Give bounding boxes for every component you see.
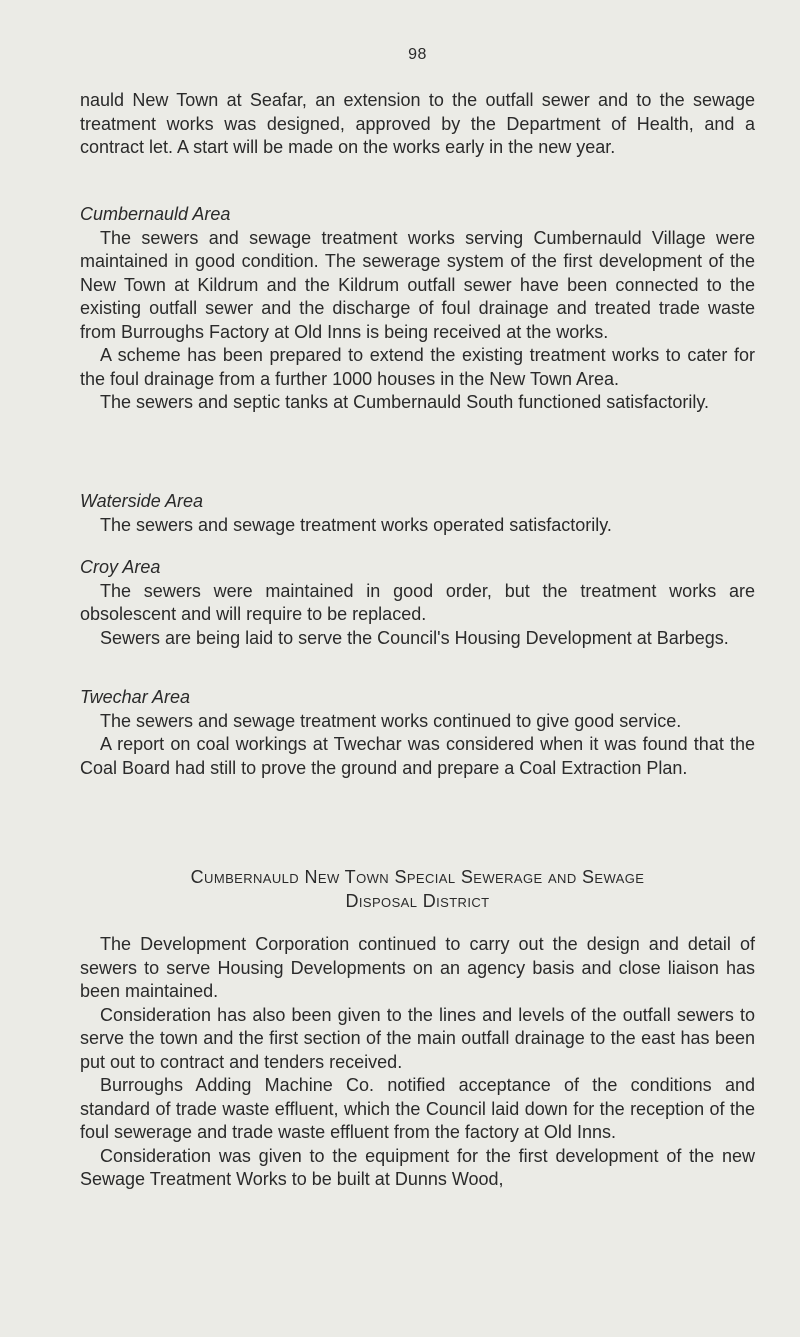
intro-paragraph: nauld New Town at Seafar, an extension to the outfall sewer and to the sewage treatment works was designed, approved by the Department of Health, and a contract let. A start will be made on the works early in the new year.: [80, 90, 755, 157]
waterside-area-section: [80, 490, 755, 537]
waterside-area-heading: Waterside Area: [80, 491, 204, 511]
cumbernauld-paragraph-3: The sewers and septic tanks at Cumbernauld South functioned satisfactorily.: [100, 392, 709, 412]
cumbernauld-area-section: [80, 203, 755, 415]
croy-area-heading: Croy Area: [80, 557, 161, 577]
croy-area-section: [80, 556, 755, 650]
page-number: 98: [408, 46, 427, 63]
district-title-line-1: Cumbernauld New Town Special Sewerage and Sewage: [190, 867, 645, 887]
district-title-line-2: Disposal District: [345, 890, 490, 911]
croy-paragraph-1: The sewers were maintained in good order, but the treatment works are obsolescent and will require to be replaced.: [80, 580, 755, 624]
twechar-paragraph-2: A report on coal workings at Twechar was considered when it was found that the Coal Board had still to prove the ground and prepare a Coal Extraction Plan.: [80, 734, 755, 778]
intro-block: [80, 89, 755, 160]
district-paragraph-2: Consideration has also been given to the lines and levels of the outfall sewers to serve the town and the first section of the main outfall drainage to the east has been put out to contract and tenders received.: [80, 1004, 755, 1072]
district-paragraph-3: Burroughs Adding Machine Co. notified acceptance of the conditions and standard of trade waste effluent, which the Council laid down for the reception of the foul sewerage and trade waste effluent from the factory at Old Inns.: [80, 1075, 755, 1142]
cumbernauld-paragraph-2: A scheme has been prepared to extend the existing treatment works to cater for the foul drainage from a further 1000 houses in the New Town Area.: [80, 345, 755, 389]
district-paragraph-4: Consideration was given to the equipment for the first development of the new Sewage Treatment Works to be built at Dunns Wood,: [80, 1145, 755, 1189]
cumbernauld-area-heading: Cumbernauld Area: [80, 204, 231, 224]
twechar-area-section: [80, 686, 755, 780]
croy-paragraph-2: Sewers are being laid to serve the Council's Housing Development at Barbegs.: [100, 627, 729, 648]
waterside-paragraph-1: The sewers and sewage treatment works operated satisfactorily.: [100, 514, 612, 535]
district-body: [80, 933, 755, 1192]
twechar-area-heading: Twechar Area: [80, 687, 191, 707]
twechar-paragraph-1: The sewers and sewage treatment works continued to give good service.: [100, 710, 682, 731]
cumbernauld-paragraph-1: The sewers and sewage treatment works serving Cumbernauld Village were maintained in good condition. The sewerage system of the first development of the New Town at Kildrum and the Kildrum outfall sewer have been connected to the existing outfall sewer and the discharge of foul drainage and treated trade waste from Burroughs Factory at Old Inns is being received at the works.: [80, 227, 755, 342]
district-section: [80, 866, 755, 913]
district-paragraph-1: The Development Corporation continued to carry out the design and detail of sewers to serve Housing Developments on an agency basis and close liaison has been maintained.: [80, 934, 755, 1001]
